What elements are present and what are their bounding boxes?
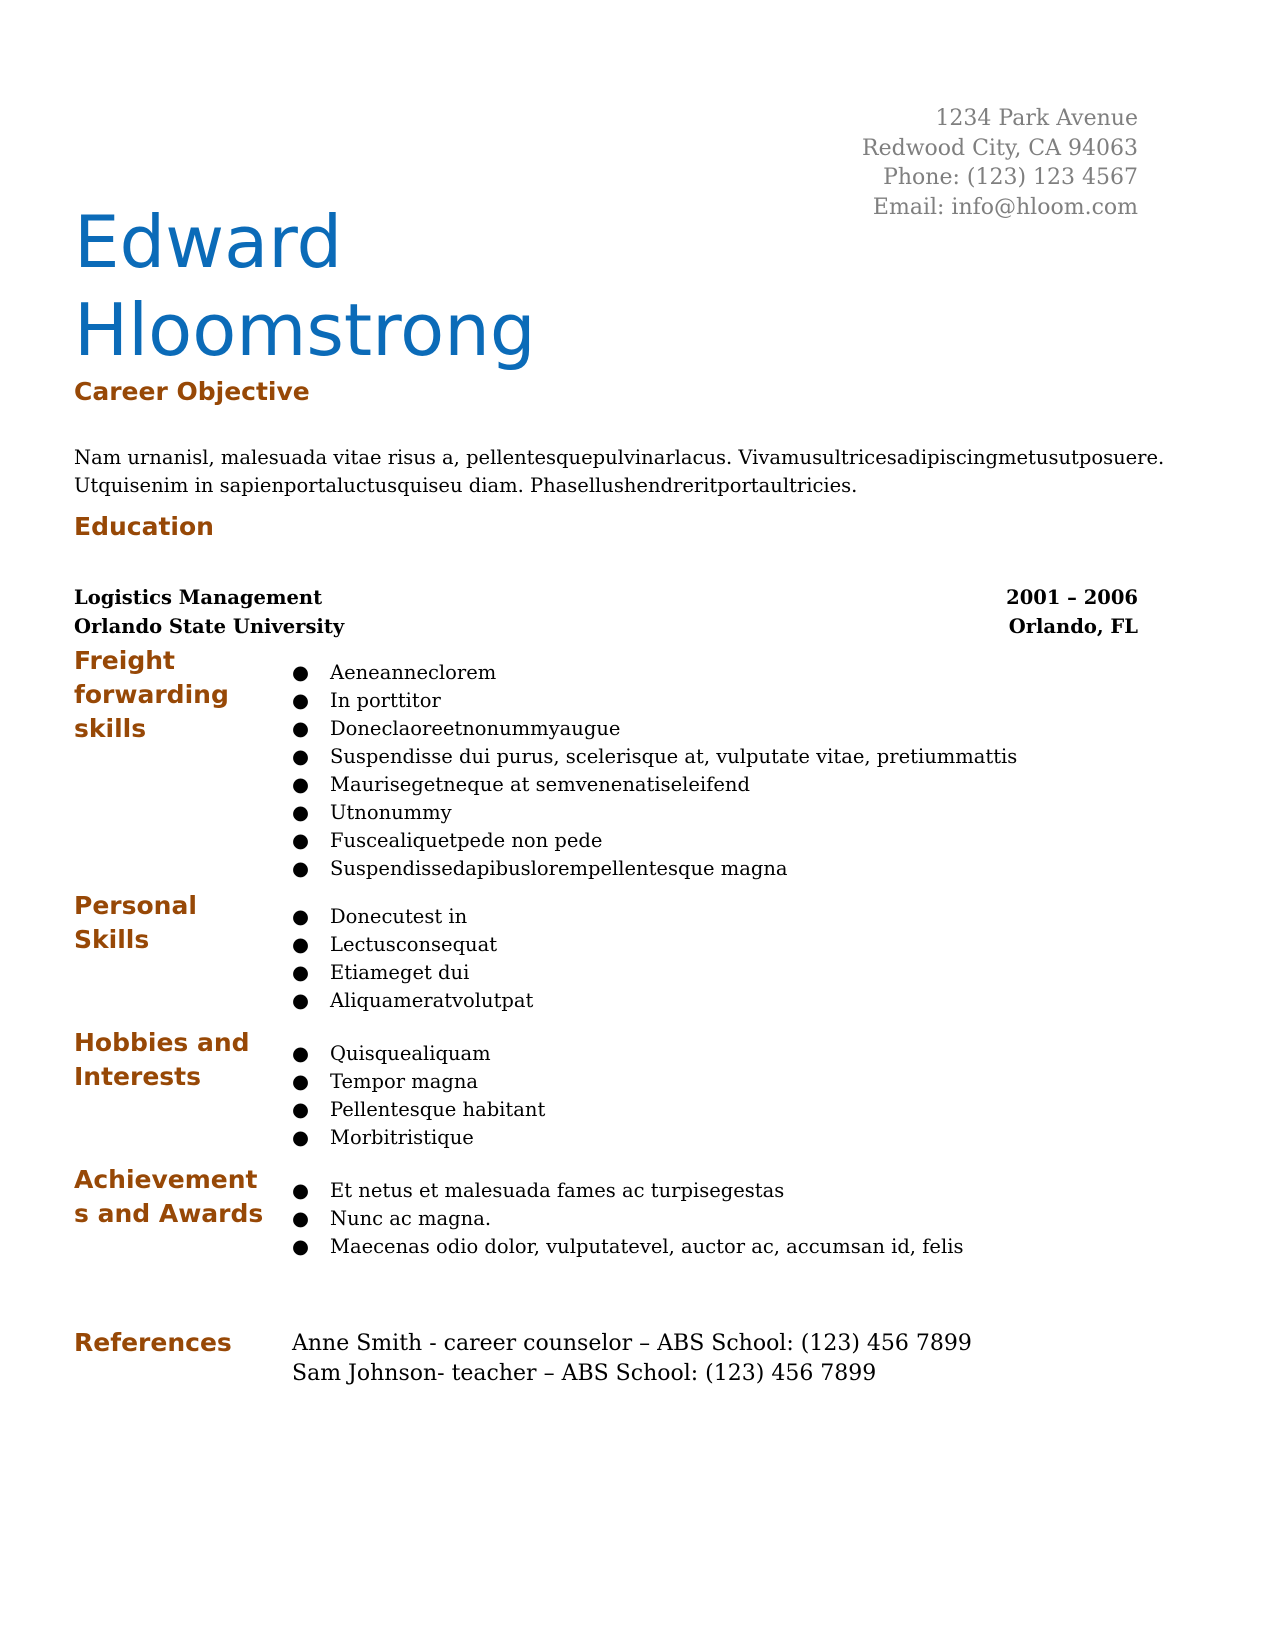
degree: Logistics Management [74,586,323,609]
school: Orlando State University [74,614,345,638]
address-line-2: Redwood City, CA 94063 [862,135,1138,161]
achievements-heading [74,1163,274,1231]
list-item-text: Suspendissedapibuslorempellentesque magna [330,857,788,880]
list-item-text: Lectusconsequat [330,933,498,956]
list-item [292,743,1017,771]
bullet-icon: ● [292,1070,310,1093]
freight-skills-heading [74,644,274,746]
personal-skills-list [292,903,533,1015]
list-item-text: Morbitristique [330,1126,474,1149]
list-item [292,959,533,987]
bullet-icon: ● [292,717,310,740]
heading-line: Interests [74,1062,202,1091]
list-item-text: Aeneanneclorem [330,661,497,684]
list-item [292,1040,545,1068]
bullet-icon: ● [292,801,310,824]
reference-entry: Sam Johnson- teacher – ABS School: (123) 456 7899 [292,1360,877,1386]
list-item-text: Donecutest in [330,905,468,928]
list-item-text: In porttitor [330,689,441,712]
list-item-text: Fuscealiquetpede non pede [330,829,603,852]
heading-line: Freight [74,646,175,675]
email: Email: info@hloom.com [872,194,1138,220]
list-item [292,1205,963,1233]
list-item-text: Tempor magna [330,1070,479,1093]
contact-block [862,104,1138,222]
list-item-text: Maecenas odio dolor, vulputatevel, auctor ac, accumsan id, felis [330,1235,964,1258]
heading-line: Skills [74,925,150,954]
list-item-text: Etiameget dui [330,961,470,984]
bullet-icon: ● [292,1126,310,1149]
list-item-text: Et netus et malesuada fames ac turpisegestas [330,1179,785,1202]
career-objective-text [74,444,1194,500]
education-heading: Education [74,512,214,541]
references-heading: References [74,1328,232,1357]
first-name: Edward [74,200,343,284]
list-item [292,931,533,959]
list-item [292,771,1017,799]
reference-entry: Anne Smith - career counselor – ABS School: (123) 456 7899 [292,1331,972,1356]
heading-line: Hobbies and [74,1028,250,1057]
heading-line: Personal [74,891,197,920]
list-item [292,827,1017,855]
last-name: Hloomstrong [74,288,536,372]
bullet-icon: ● [292,773,310,796]
list-item [292,799,1017,827]
list-item-text: Maurisegetneque at semvenenatiseleifend [330,773,750,796]
list-item-text: Doneclaoreetnonummyaugue [330,717,621,740]
education-years: 2001 – 2006 [1006,586,1138,609]
list-item [292,1096,545,1124]
heading-line: forwarding [74,680,229,709]
list-item-text: Nunc ac magna. [330,1207,492,1230]
heading-line: s and Awards [74,1199,264,1228]
bullet-icon: ● [292,1098,310,1121]
bullet-icon: ● [292,661,310,684]
list-item [292,1177,963,1205]
achievements-list [292,1177,963,1261]
list-item-text: Suspendisse dui purus, scelerisque at, vulputate vitae, pretiummattis [330,745,1018,768]
education-entry [74,584,1138,641]
bullet-icon: ● [292,905,310,928]
bullet-icon: ● [292,933,310,956]
bullet-icon: ● [292,961,310,984]
bullet-icon: ● [292,1235,310,1258]
school-location: Orlando, FL [1008,614,1138,638]
applicant-name [74,198,536,374]
objective-line-2: Utquisenim in sapienportaluctusquiseu diam. Phasellushendreritportaultricies. [74,474,858,497]
references-list [292,1329,972,1388]
heading-line: Achievement [74,1165,258,1194]
list-item-text: Aliquameratvolutpat [330,989,534,1012]
hobbies-heading [74,1026,274,1094]
list-item [292,715,1017,743]
bullet-icon: ● [292,745,310,768]
heading-line: skills [74,714,147,743]
bullet-icon: ● [292,1042,310,1065]
personal-skills-heading [74,889,274,957]
freight-skills-list [292,659,1017,883]
bullet-icon: ● [292,1207,310,1230]
bullet-icon: ● [292,689,310,712]
list-item-text: Utnonummy [330,801,452,824]
address-line-1: 1234 Park Avenue [935,106,1138,131]
list-item [292,1068,545,1096]
list-item [292,1124,545,1152]
career-objective-heading: Career Objective [74,377,310,406]
bullet-icon: ● [292,857,310,880]
list-item [292,855,1017,883]
list-item [292,987,533,1015]
list-item-text: Quisquealiquam [330,1042,491,1065]
bullet-icon: ● [292,1179,310,1202]
bullet-icon: ● [292,829,310,852]
hobbies-list [292,1040,545,1152]
list-item-text: Pellentesque habitant [330,1098,546,1121]
list-item [292,1233,963,1261]
phone: Phone: (123) 123 4567 [883,165,1138,190]
objective-line-1: Nam urnanisl, malesuada vitae risus a, pellentesquepulvinarlacus. Vivamusultricesadipiscingmetusutposuere. [74,446,1165,469]
bullet-icon: ● [292,989,310,1012]
list-item [292,659,1017,687]
list-item [292,687,1017,715]
list-item [292,903,533,931]
